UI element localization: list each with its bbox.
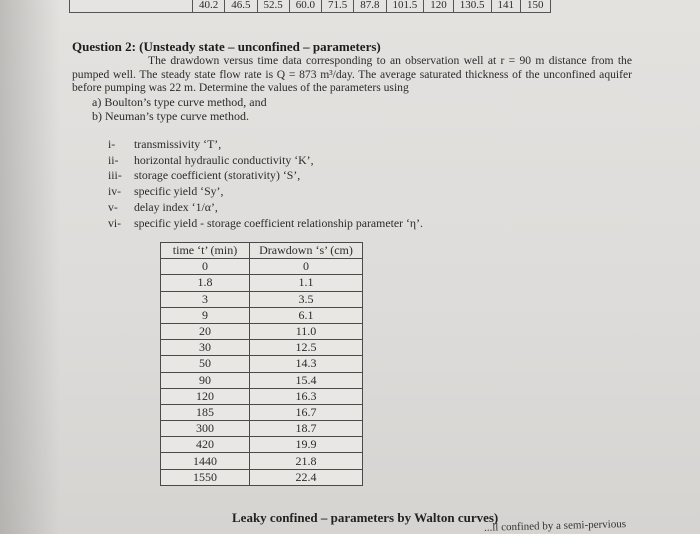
parameter-number: ii-: [108, 152, 119, 167]
parameter-text: specific yield - storage coefficient relationship parameter ‘η’.: [134, 215, 423, 230]
table-row: [161, 275, 363, 291]
table-row: [161, 323, 363, 339]
drawdown-cell: 19.9: [250, 437, 363, 453]
table-row: [161, 421, 363, 437]
column-header-time: time ‘t’ (min): [161, 243, 250, 259]
table-row: [161, 356, 363, 372]
drawdown-table: [160, 242, 363, 486]
column-header-drawdown: Drawdown ‘s’ (cm): [250, 243, 363, 259]
question-paragraph: [72, 54, 632, 95]
time-cell: 9: [161, 307, 250, 323]
table-row: [161, 388, 363, 404]
table-row: [161, 259, 363, 275]
previous-table-cell: 71.5: [321, 0, 354, 13]
method-item: b) Neuman’s type curve method.: [92, 109, 249, 123]
drawdown-cell: 22.4: [250, 469, 363, 485]
parameter-number: vi-: [108, 215, 122, 230]
table-row: [161, 372, 363, 388]
drawdown-cell: 18.7: [250, 421, 363, 437]
previous-table-cell: 87.8: [353, 0, 386, 13]
drawdown-cell: 16.3: [250, 388, 363, 404]
time-cell: 300: [161, 421, 250, 437]
table-row: [161, 307, 363, 323]
previous-table-cell: 101.5: [386, 0, 425, 13]
previous-table-cell: 60.0: [289, 0, 322, 13]
drawdown-cell: 12.5: [250, 340, 363, 356]
parameter-number: i-: [108, 137, 116, 151]
parameters-list: [108, 137, 423, 231]
time-cell: 50: [161, 356, 250, 372]
parameter-item: [108, 184, 423, 200]
time-cell: 30: [161, 340, 250, 356]
table-row: [161, 340, 363, 356]
previous-table-cell: 46.5: [224, 0, 257, 13]
time-cell: 3: [161, 291, 250, 307]
previous-table-cell-blank: [69, 0, 193, 13]
parameter-item: [108, 153, 423, 169]
drawdown-cell: 15.4: [250, 372, 363, 388]
previous-table-cell: 150: [520, 0, 551, 13]
parameter-number: v-: [108, 199, 118, 214]
drawdown-cell: 16.7: [250, 404, 363, 420]
drawdown-cell: 6.1: [250, 307, 363, 323]
question-paragraph-text: The drawdown versus time data corresponding to an observation well at r = 90 m distance from the pumped well. The steady state flow rate is Q = 873 m³/day. The average saturated thickness of the unconfined aquifer before pumping was 22 m. Determine the values of the parameters using: [72, 54, 632, 94]
table-row: [161, 453, 363, 469]
drawdown-cell: 0: [250, 259, 363, 275]
parameter-text: transmissivity ‘T’,: [134, 137, 222, 151]
next-question-heading: Leaky confined – parameters by Walton curves): [232, 510, 499, 525]
time-cell: 1.8: [161, 275, 250, 291]
parameter-number: iii-: [108, 168, 122, 183]
parameter-text: specific yield ‘Sy’,: [134, 184, 224, 199]
method-item: a) Boulton’s type curve method, and: [92, 95, 267, 109]
time-cell: 120: [161, 388, 250, 404]
time-cell: 90: [161, 372, 250, 388]
table-row: [161, 404, 363, 420]
page-shadow: [0, 0, 60, 534]
parameter-text: horizontal hydraulic conductivity ‘K’,: [134, 152, 314, 167]
time-cell: 1440: [161, 453, 250, 469]
parameter-number: iv-: [108, 184, 122, 199]
question-title: Question 2: (Unsteady state – unconfined – parameters): [72, 39, 381, 54]
previous-table-cell: 130.5: [453, 0, 492, 13]
drawdown-cell: 1.1: [250, 275, 363, 291]
parameter-text: storage coefficient (storativity) ‘S’,: [134, 168, 301, 183]
drawdown-cell: 14.3: [250, 356, 363, 372]
parameter-text: delay index ‘1/α’,: [134, 199, 218, 214]
previous-table-strip: [70, 0, 551, 16]
previous-table-cell: 141: [491, 0, 522, 13]
time-cell: 1550: [161, 469, 250, 485]
table-row: [161, 437, 363, 453]
table-row: [161, 469, 363, 485]
drawdown-cell: 21.8: [250, 453, 363, 469]
drawdown-cell: 3.5: [250, 291, 363, 307]
time-cell: 420: [161, 437, 250, 453]
time-cell: 0: [161, 259, 250, 275]
parameter-item: [108, 137, 423, 153]
time-cell: 20: [161, 323, 250, 339]
next-question-partial-text: ...ll confined by a semi-pervious: [483, 518, 627, 534]
previous-table-cell: 40.2: [192, 0, 225, 13]
methods-list: [92, 95, 267, 123]
drawdown-cell: 11.0: [250, 323, 363, 339]
table-row: [161, 291, 363, 307]
previous-table-cell: 52.5: [257, 0, 290, 13]
parameter-item: [108, 168, 423, 184]
time-cell: 185: [161, 404, 250, 420]
parameter-item: [108, 200, 423, 216]
parameter-item: [108, 216, 423, 232]
table-header-row: [161, 243, 363, 259]
previous-table-cell: 120: [423, 0, 454, 13]
